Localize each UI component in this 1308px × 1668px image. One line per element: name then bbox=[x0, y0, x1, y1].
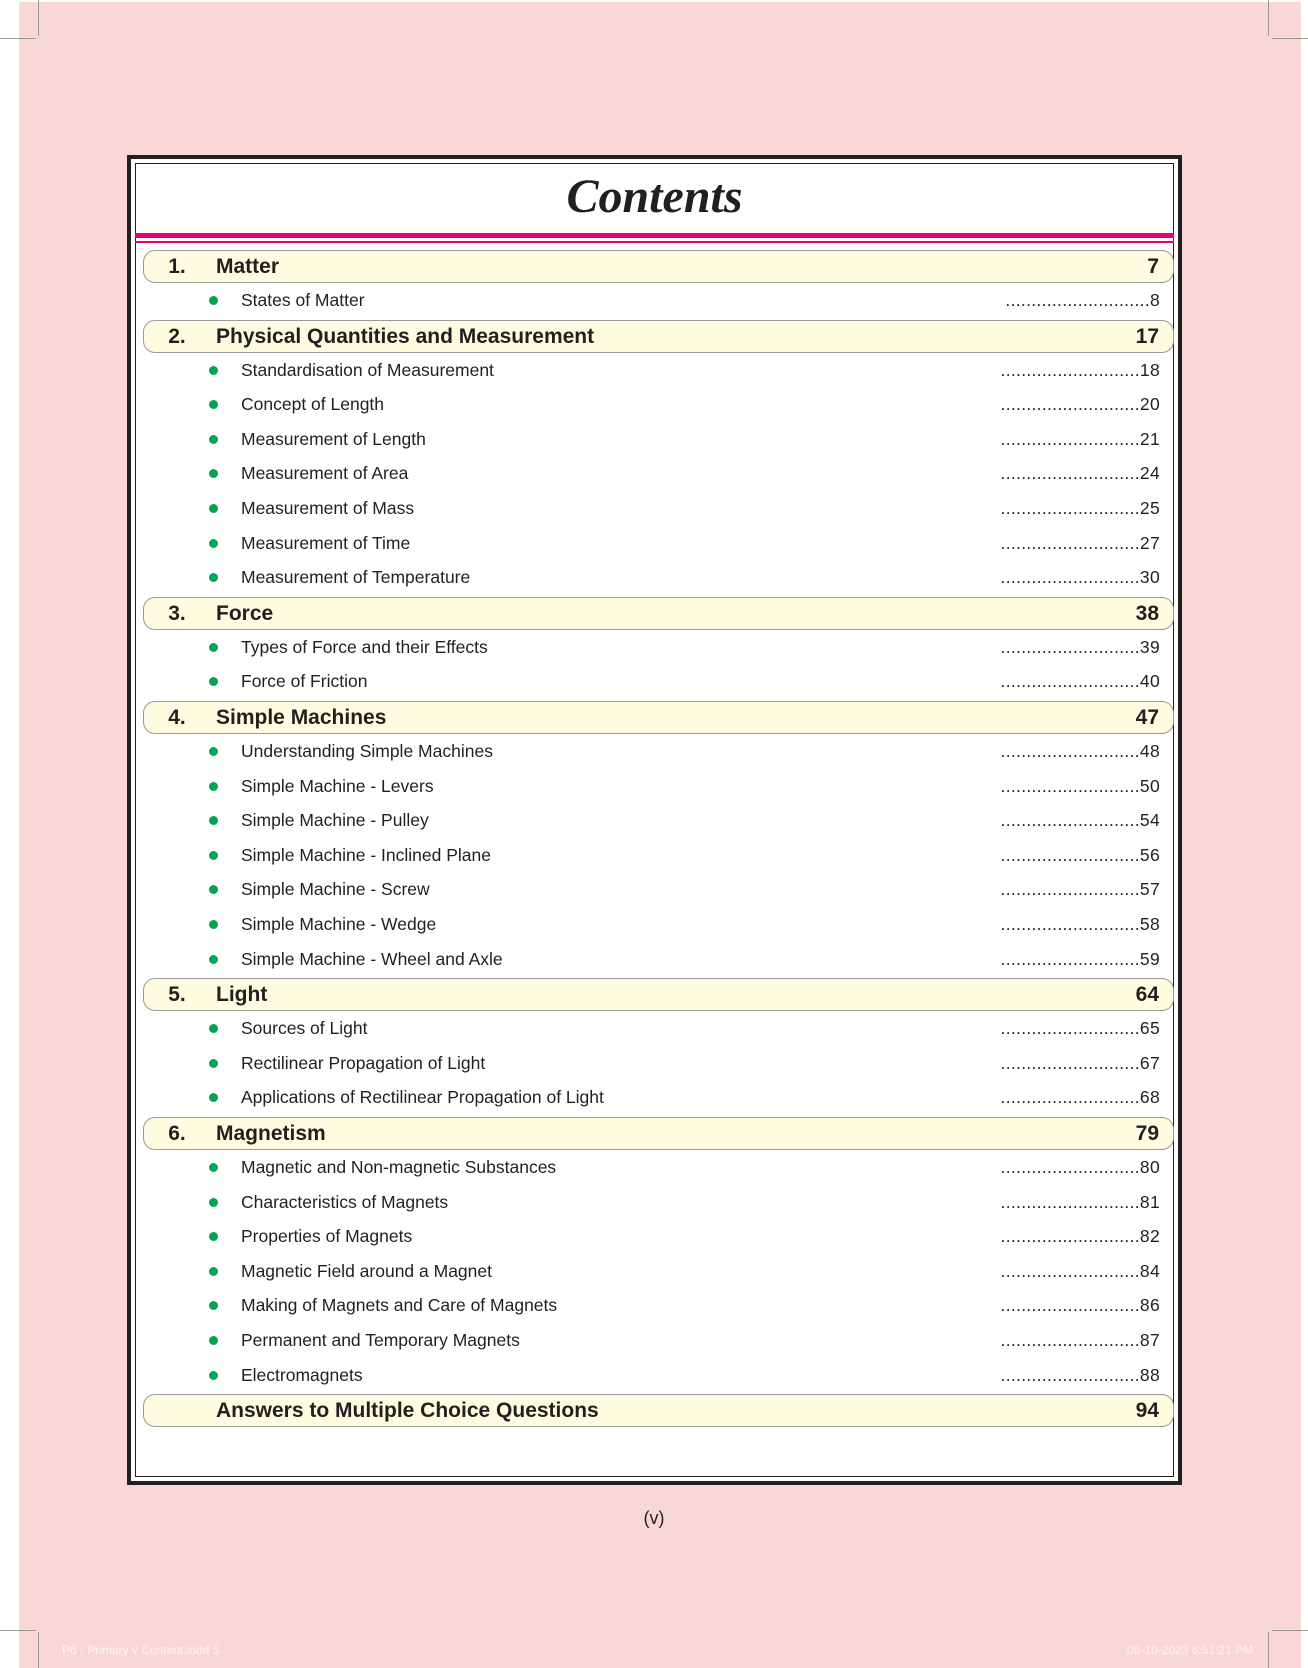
topic-title: Measurement of Length bbox=[241, 428, 426, 449]
topic-row[interactable] bbox=[131, 528, 1178, 558]
topic-page: ...........................54 bbox=[1000, 810, 1160, 831]
contents-frame bbox=[127, 155, 1182, 1485]
topic-row[interactable] bbox=[131, 1221, 1178, 1251]
bullet-icon bbox=[209, 296, 218, 305]
topic-row[interactable] bbox=[131, 944, 1178, 974]
topic-row[interactable] bbox=[131, 1013, 1178, 1043]
topic-page: ...........................84 bbox=[1000, 1260, 1160, 1281]
topic-title: Simple Machine - Pulley bbox=[241, 810, 429, 831]
topic-page: ...........................65 bbox=[1000, 1018, 1160, 1039]
chapter-number: 4. bbox=[168, 706, 186, 729]
topic-row[interactable] bbox=[131, 285, 1178, 315]
chapter-title: Light bbox=[216, 983, 268, 1007]
topic-row[interactable] bbox=[131, 840, 1178, 870]
topic-title: Simple Machine - Inclined Plane bbox=[241, 844, 491, 865]
page-title: Contents bbox=[566, 170, 743, 223]
topic-page: ...........................40 bbox=[1000, 671, 1160, 692]
crop-mark-bottom-left bbox=[0, 1630, 36, 1631]
chapter-page: 79 bbox=[1135, 1122, 1159, 1145]
topic-page: ...........................87 bbox=[1000, 1330, 1160, 1350]
chapter-number: 3. bbox=[168, 601, 186, 625]
topic-page: ...........................48 bbox=[1000, 741, 1160, 761]
chapter-row[interactable] bbox=[143, 1117, 1174, 1150]
topic-title: Understanding Simple Machines bbox=[241, 741, 493, 761]
topic-title: Electromagnets bbox=[241, 1364, 363, 1385]
topic-row[interactable] bbox=[131, 1048, 1178, 1078]
chapter-row[interactable] bbox=[143, 701, 1174, 734]
topic-title: Force of Friction bbox=[241, 671, 368, 692]
topic-page: ...........................82 bbox=[1000, 1226, 1160, 1247]
topic-page: ...........................68 bbox=[1000, 1087, 1160, 1108]
chapter-row[interactable] bbox=[143, 978, 1174, 1011]
topic-title: Measurement of Temperature bbox=[241, 567, 471, 588]
topic-row[interactable] bbox=[131, 632, 1178, 662]
chapter-row[interactable] bbox=[143, 1394, 1174, 1427]
topic-page: ...........................27 bbox=[1000, 532, 1160, 553]
topic-title: Magnetic Field around a Magnet bbox=[241, 1260, 492, 1281]
topic-page: ...........................81 bbox=[1000, 1191, 1160, 1212]
topic-title: Measurement of Time bbox=[241, 532, 411, 553]
crop-mark-bottom-right bbox=[1272, 1630, 1308, 1631]
topic-title: Magnetic and Non-magnetic Substances bbox=[241, 1157, 557, 1177]
bullet-icon bbox=[209, 504, 218, 513]
chapter-page: 94 bbox=[1135, 1399, 1159, 1423]
topic-title: Sources of Light bbox=[241, 1018, 368, 1039]
bullet-icon bbox=[209, 1267, 218, 1276]
topic-page: ...........................20 bbox=[1000, 394, 1160, 415]
crop-mark-top-right bbox=[1268, 0, 1269, 36]
bullet-icon bbox=[209, 573, 218, 582]
topic-row[interactable] bbox=[131, 355, 1178, 385]
topic-row[interactable] bbox=[131, 493, 1178, 523]
slug-file-name: P6 - Primary v Content.indd 5 bbox=[62, 1643, 220, 1657]
chapter-row[interactable] bbox=[143, 320, 1174, 353]
topic-page: ...........................25 bbox=[1000, 498, 1160, 518]
topic-row[interactable] bbox=[131, 1325, 1178, 1355]
crop-mark-top-left bbox=[38, 0, 39, 36]
chapter-page: 47 bbox=[1135, 706, 1159, 729]
page-number-folio: (v) bbox=[643, 1508, 665, 1528]
chapter-title: Physical Quantities and Measurement bbox=[216, 324, 595, 348]
bullet-icon bbox=[209, 1371, 218, 1380]
chapter-page: 64 bbox=[1135, 983, 1159, 1007]
topic-page: ...........................58 bbox=[1000, 914, 1160, 934]
topic-title: Simple Machine - Wedge bbox=[241, 914, 437, 934]
bullet-icon bbox=[209, 1232, 218, 1241]
slug-timestamp: 06-10-2023 6:51:21 PM bbox=[1127, 1643, 1254, 1657]
crop-mark-top-left bbox=[0, 38, 36, 39]
chapter-title: Magnetism bbox=[216, 1122, 326, 1145]
topic-page: ............................8 bbox=[1005, 290, 1160, 310]
topic-title: Simple Machine - Wheel and Axle bbox=[241, 948, 503, 969]
topic-title: Properties of Magnets bbox=[241, 1226, 413, 1247]
topic-page: ...........................39 bbox=[1000, 636, 1160, 657]
topic-title: Making of Magnets and Care of Magnets bbox=[241, 1295, 558, 1316]
bullet-icon bbox=[209, 643, 218, 652]
chapter-title: Answers to Multiple Choice Questions bbox=[216, 1399, 599, 1423]
topic-page: ...........................50 bbox=[1000, 775, 1160, 796]
topic-row[interactable] bbox=[131, 562, 1178, 592]
bullet-icon bbox=[209, 400, 218, 409]
topic-row[interactable] bbox=[131, 424, 1178, 454]
bullet-icon bbox=[209, 816, 218, 825]
crop-mark-bottom-left bbox=[38, 1632, 39, 1668]
topic-page: ...........................21 bbox=[1000, 428, 1160, 449]
bullet-icon bbox=[209, 677, 218, 686]
bullet-icon bbox=[209, 1059, 218, 1068]
chapter-row[interactable] bbox=[143, 597, 1174, 630]
bullet-icon bbox=[209, 1198, 218, 1207]
topic-row[interactable] bbox=[131, 736, 1178, 766]
chapter-title: Matter bbox=[216, 255, 280, 278]
topic-page: ...........................18 bbox=[1000, 359, 1160, 380]
bullet-icon bbox=[209, 1301, 218, 1310]
topic-page: ...........................67 bbox=[1000, 1052, 1160, 1073]
bullet-icon bbox=[209, 366, 218, 375]
topic-page: ...........................86 bbox=[1000, 1295, 1160, 1316]
topic-title: Measurement of Area bbox=[241, 463, 409, 484]
chapter-title: Simple Machines bbox=[216, 706, 387, 729]
topic-title: Concept of Length bbox=[241, 394, 385, 415]
chapter-number: 5. bbox=[168, 983, 186, 1007]
topic-title: States of Matter bbox=[241, 290, 365, 310]
topic-title: Rectilinear Propagation of Light bbox=[241, 1052, 486, 1073]
chapter-title: Force bbox=[216, 601, 274, 625]
topic-title: Applications of Rectilinear Propagation of Light bbox=[241, 1087, 604, 1108]
title-rule-thick bbox=[135, 233, 1174, 238]
bullet-icon bbox=[209, 1093, 218, 1102]
crop-mark-bottom-right bbox=[1268, 1632, 1269, 1668]
topic-title: Simple Machine - Levers bbox=[241, 775, 434, 796]
bullet-icon bbox=[209, 1163, 218, 1172]
topic-title: Measurement of Mass bbox=[241, 498, 415, 518]
chapter-number: 1. bbox=[168, 255, 186, 278]
topic-page: ...........................88 bbox=[1000, 1364, 1160, 1385]
bullet-icon bbox=[209, 1336, 218, 1345]
topic-page: ...........................59 bbox=[1000, 948, 1160, 969]
bullet-icon bbox=[209, 469, 218, 478]
bullet-icon bbox=[209, 539, 218, 548]
topic-row[interactable] bbox=[131, 458, 1178, 488]
topic-page: ...........................24 bbox=[1000, 463, 1160, 484]
bullet-icon bbox=[209, 782, 218, 791]
topic-page: ...........................80 bbox=[1000, 1157, 1160, 1177]
topic-row[interactable] bbox=[131, 805, 1178, 835]
chapter-number: 6. bbox=[168, 1122, 186, 1145]
topic-title: Standardisation of Measurement bbox=[241, 359, 494, 380]
topic-row[interactable] bbox=[131, 1082, 1178, 1112]
chapter-row[interactable] bbox=[143, 250, 1174, 283]
chapter-number: 2. bbox=[168, 324, 186, 348]
topic-row[interactable] bbox=[131, 1360, 1178, 1390]
bullet-icon bbox=[209, 851, 218, 860]
bullet-icon bbox=[209, 747, 218, 756]
bullet-icon bbox=[209, 435, 218, 444]
topic-row[interactable] bbox=[131, 1152, 1178, 1182]
title-rule-thin bbox=[135, 241, 1174, 243]
topic-row[interactable] bbox=[131, 389, 1178, 419]
topic-row[interactable] bbox=[131, 909, 1178, 939]
crop-mark-top-right bbox=[1272, 38, 1308, 39]
chapter-page: 7 bbox=[1147, 255, 1159, 278]
bullet-icon bbox=[209, 955, 218, 964]
bullet-icon bbox=[209, 885, 218, 894]
bullet-icon bbox=[209, 1024, 218, 1033]
topic-page: ...........................57 bbox=[1000, 879, 1160, 900]
topic-row[interactable] bbox=[131, 1187, 1178, 1217]
topic-title: Types of Force and their Effects bbox=[241, 636, 488, 657]
topic-title: Characteristics of Magnets bbox=[241, 1191, 449, 1212]
topic-row[interactable] bbox=[131, 1290, 1178, 1320]
chapter-page: 17 bbox=[1135, 324, 1159, 348]
topic-row[interactable] bbox=[131, 771, 1178, 801]
topic-row[interactable] bbox=[131, 874, 1178, 904]
topic-title: Permanent and Temporary Magnets bbox=[241, 1330, 520, 1350]
chapter-page: 38 bbox=[1135, 601, 1159, 625]
topic-page: ...........................30 bbox=[1000, 567, 1160, 588]
bullet-icon bbox=[209, 920, 218, 929]
topic-row[interactable] bbox=[131, 666, 1178, 696]
topic-page: ...........................56 bbox=[1000, 844, 1160, 865]
topic-row[interactable] bbox=[131, 1256, 1178, 1286]
topic-title: Simple Machine - Screw bbox=[241, 879, 430, 900]
